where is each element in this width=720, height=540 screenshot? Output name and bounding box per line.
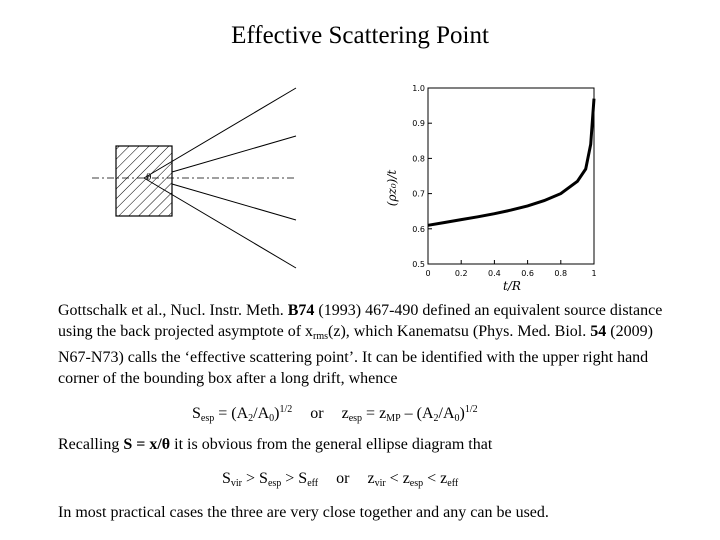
x-tick-label: 0.2 <box>454 269 468 278</box>
paragraph-recalling: Recalling S = x/θ it is obvious from the general ellipse diagram that <box>58 436 493 453</box>
y-tick-label: 0.9 <box>412 119 425 129</box>
scattering-geometry-diagram <box>92 84 312 284</box>
lower-envelope <box>172 184 296 220</box>
lower-asymptote <box>144 178 296 268</box>
x-tick-label: 1 <box>591 269 597 278</box>
plot-ylabel: (ρz₀)/t <box>385 169 399 207</box>
plot-axes <box>428 88 594 264</box>
paragraph-gottschalk: Gottschalk et al., Nucl. Instr. Meth. B74 (1993) 467-490 defined an equivalent source distance using the back projected asymptote of $x_{rms}(z)$, which Kanematsu (Phys. Med. Biol. 54 (2009) N67-N73) calls the ‘effective scattering point’. It can be identified with the upper right hand corner of the bounding box after a long drift, whence <box>58 302 663 387</box>
plot-frame <box>428 88 594 264</box>
scatterer-block <box>116 146 172 216</box>
upper-envelope <box>172 136 296 172</box>
y-tick-label: 0.7 <box>412 189 425 199</box>
x-tick-label: 0 <box>425 269 431 278</box>
y-tick-label: 0.8 <box>412 154 425 164</box>
x-tick-label: 0.6 <box>521 269 534 278</box>
asymptote-plot <box>380 78 608 298</box>
x-tick-label: 0.8 <box>554 269 568 278</box>
y-tick-label: 0.6 <box>412 224 425 234</box>
theta-label: θ <box>146 173 152 183</box>
plot-ticks <box>412 84 596 278</box>
y-tick-label: 1.0 <box>412 84 425 93</box>
plot-curve <box>428 99 594 226</box>
slide-title: Effective Scattering Point <box>231 22 489 49</box>
y-tick-label: 0.5 <box>412 260 425 269</box>
x-tick-label: 0.4 <box>488 269 501 278</box>
upper-asymptote <box>144 88 296 178</box>
plot-xlabel: t/R <box>503 279 521 293</box>
equation-ordering: $S_{vir} > S_{esp} > S_{eff}$ or $z_{vir} < z_{esp} < z_{eff}$ <box>222 470 459 489</box>
equation-esp: $S_{esp} = (A_2/A_0)^{1/2}$ or $z_{esp} = z_{MP} - (A_2/A_0)^{1/2}$ <box>192 404 478 424</box>
paragraph-conclusion: In most practical cases the three are very close together and any can be used. <box>58 504 549 521</box>
